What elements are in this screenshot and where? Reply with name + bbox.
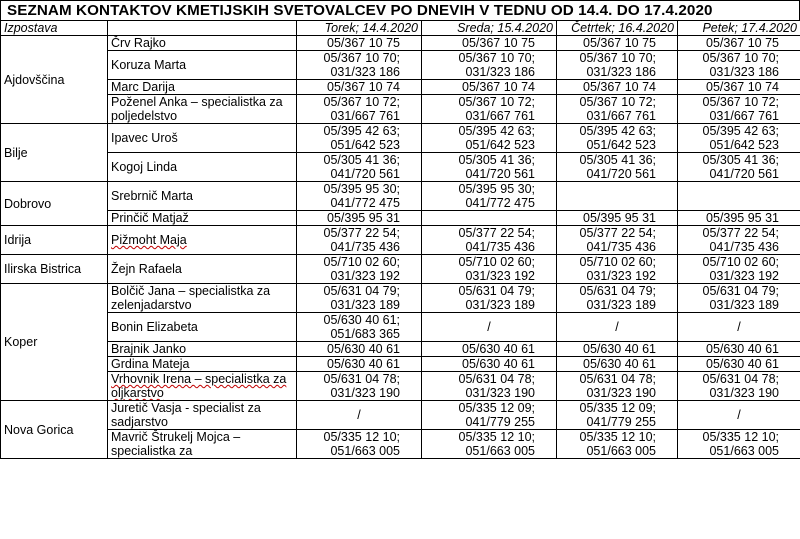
phone-cell-friday: 05/377 22 54; 041/735 436 <box>678 226 800 255</box>
phone-cell-tuesday: 05/305 41 36; 041/720 561 <box>297 153 422 182</box>
advisor-name-juretic-vasja: Juretič Vasja - specialist za sadjarstvo <box>108 401 297 430</box>
branch-cell: Ajdovščina <box>1 36 108 124</box>
advisor-name-marc-darija: Marc Darija <box>108 80 297 95</box>
phone-cell-tuesday: 05/630 40 61; 051/683 365 <box>297 313 422 342</box>
advisor-name-mavric-strukelj-mojca: Mavrič Štrukelj Mojca – specialistka za <box>108 430 297 459</box>
phone-cell-wednesday: 05/631 04 78; 031/323 190 <box>422 372 557 401</box>
advisor-name-crv-rajko: Črv Rajko <box>108 36 297 51</box>
phone-cell-tuesday: 05/367 10 70; 031/323 186 <box>297 51 422 80</box>
phone-cell-friday: 05/367 10 72; 031/667 761 <box>678 95 800 124</box>
table-row <box>1 372 800 401</box>
phone-cell-wednesday: 05/631 04 79; 031/323 189 <box>422 284 557 313</box>
phone-cell-tuesday: 05/631 04 79; 031/323 189 <box>297 284 422 313</box>
phone-cell-friday: 05/631 04 78; 031/323 190 <box>678 372 800 401</box>
phone-cell-wednesday: 05/630 40 61 <box>422 342 557 357</box>
phone-cell-wednesday: 05/710 02 60; 031/323 192 <box>422 255 557 284</box>
phone-cell-friday: 05/395 95 31 <box>678 211 800 226</box>
advisor-name-pozenel-anka: Poženel Anka – specialistka za poljedelstvo <box>108 95 297 124</box>
branch-cell: Nova Gorica <box>1 401 108 459</box>
phone-cell-tuesday: 05/710 02 60; 031/323 192 <box>297 255 422 284</box>
phone-cell-tuesday: 05/395 95 31 <box>297 211 422 226</box>
phone-cell-tuesday: 05/367 10 72; 031/667 761 <box>297 95 422 124</box>
phone-cell-wednesday: 05/367 10 75 <box>422 36 557 51</box>
advisor-name-kogoj-linda: Kogoj Linda <box>108 153 297 182</box>
phone-cell-thursday: 05/377 22 54; 041/735 436 <box>557 226 678 255</box>
phone-cell-wednesday: 05/335 12 09; 041/779 255 <box>422 401 557 430</box>
header-row <box>1 21 800 36</box>
phone-cell-tuesday: 05/367 10 75 <box>297 36 422 51</box>
table-row <box>1 357 800 372</box>
advisor-name-bolcic-jana: Bolčič Jana – specialistka za zelenjadarstvo <box>108 284 297 313</box>
phone-cell-wednesday: 05/395 95 30; 041/772 475 <box>422 182 557 211</box>
phone-cell-thursday: 05/367 10 70; 031/323 186 <box>557 51 678 80</box>
header-name <box>108 21 297 36</box>
table-row <box>1 211 800 226</box>
branch-cell: Bilje <box>1 124 108 182</box>
advisor-name-ipavec-uros: Ipavec Uroš <box>108 124 297 153</box>
table-row <box>1 153 800 182</box>
phone-cell-wednesday <box>422 211 557 226</box>
table-row <box>1 430 800 459</box>
table-row <box>1 226 800 255</box>
advisor-name-bonin-elizabeta: Bonin Elizabeta <box>108 313 297 342</box>
phone-cell-wednesday: 05/335 12 10; 051/663 005 <box>422 430 557 459</box>
header-day-friday: Petek; 17.4.2020 <box>678 21 800 36</box>
phone-cell-thursday: 05/335 12 10; 051/663 005 <box>557 430 678 459</box>
phone-cell-friday: 05/395 42 63; 051/642 523 <box>678 124 800 153</box>
phone-cell-wednesday: 05/367 10 70; 031/323 186 <box>422 51 557 80</box>
phone-cell-wednesday: 05/367 10 72; 031/667 761 <box>422 95 557 124</box>
table-row <box>1 36 800 51</box>
branch-cell: Koper <box>1 284 108 401</box>
page-title: SEZNAM KONTAKTOV KMETIJSKIH SVETOVALCEV PO DNEVIH V TEDNU OD 14.4. DO 17.4.2020 <box>0 0 800 20</box>
phone-cell-thursday: 05/367 10 72; 031/667 761 <box>557 95 678 124</box>
phone-cell-friday: 05/630 40 61 <box>678 342 800 357</box>
table-row <box>1 284 800 313</box>
phone-cell-tuesday: 05/630 40 61 <box>297 342 422 357</box>
phone-cell-friday <box>678 182 800 211</box>
phone-cell-tuesday: 05/631 04 78; 031/323 190 <box>297 372 422 401</box>
phone-cell-friday: 05/630 40 61 <box>678 357 800 372</box>
phone-cell-thursday: 05/631 04 78; 031/323 190 <box>557 372 678 401</box>
phone-cell-thursday: 05/630 40 61 <box>557 342 678 357</box>
advisor-name-text: Vrhovnik Irena – specialistka za oljkarstvo <box>111 372 287 400</box>
phone-cell-wednesday: 05/367 10 74 <box>422 80 557 95</box>
phone-cell-friday: 05/367 10 74 <box>678 80 800 95</box>
phone-cell-thursday: / <box>557 313 678 342</box>
phone-cell-tuesday: 05/630 40 61 <box>297 357 422 372</box>
phone-cell-thursday: 05/631 04 79; 031/323 189 <box>557 284 678 313</box>
phone-cell-tuesday: 05/335 12 10; 051/663 005 <box>297 430 422 459</box>
phone-cell-wednesday: 05/305 41 36; 041/720 561 <box>422 153 557 182</box>
advisor-name-vrhovnik-irena <box>108 372 297 401</box>
phone-cell-friday: 05/710 02 60; 031/323 192 <box>678 255 800 284</box>
table-row <box>1 313 800 342</box>
header-branch: Izpostava <box>1 21 108 36</box>
advisor-name-grdina-mateja: Grdina Mateja <box>108 357 297 372</box>
phone-cell-tuesday: 05/377 22 54; 041/735 436 <box>297 226 422 255</box>
advisor-name-srebrnic-marta: Srebrnič Marta <box>108 182 297 211</box>
phone-cell-friday: / <box>678 313 800 342</box>
phone-cell-thursday: 05/395 95 31 <box>557 211 678 226</box>
branch-cell: Idrija <box>1 226 108 255</box>
phone-cell-friday: / <box>678 401 800 430</box>
phone-cell-friday: 05/305 41 36; 041/720 561 <box>678 153 800 182</box>
branch-cell: Ilirska Bistrica <box>1 255 108 284</box>
advisor-name-zejn-rafaela: Žejn Rafaela <box>108 255 297 284</box>
phone-cell-thursday: 05/367 10 74 <box>557 80 678 95</box>
advisor-name-text: Pižmoht Maja <box>111 233 187 247</box>
table-row <box>1 342 800 357</box>
table-row <box>1 124 800 153</box>
phone-cell-wednesday: 05/395 42 63; 051/642 523 <box>422 124 557 153</box>
table-row <box>1 80 800 95</box>
phone-cell-wednesday: 05/630 40 61 <box>422 357 557 372</box>
phone-cell-tuesday: / <box>297 401 422 430</box>
advisor-name-brajnik-janko: Brajnik Janko <box>108 342 297 357</box>
header-day-wednesday: Sreda; 15.4.2020 <box>422 21 557 36</box>
table-row <box>1 95 800 124</box>
branch-cell: Dobrovo <box>1 182 108 226</box>
table-row <box>1 51 800 80</box>
phone-cell-friday: 05/367 10 75 <box>678 36 800 51</box>
phone-cell-thursday: 05/305 41 36; 041/720 561 <box>557 153 678 182</box>
phone-cell-tuesday: 05/367 10 74 <box>297 80 422 95</box>
phone-cell-wednesday: / <box>422 313 557 342</box>
phone-cell-tuesday: 05/395 42 63; 051/642 523 <box>297 124 422 153</box>
phone-cell-friday: 05/631 04 79; 031/323 189 <box>678 284 800 313</box>
phone-cell-thursday <box>557 182 678 211</box>
phone-cell-wednesday: 05/377 22 54; 041/735 436 <box>422 226 557 255</box>
advisor-name-koruza-marta: Koruza Marta <box>108 51 297 80</box>
advisor-name-pizmoht-maja <box>108 226 297 255</box>
contacts-table <box>0 20 800 459</box>
header-day-thursday: Četrtek; 16.4.2020 <box>557 21 678 36</box>
table-row <box>1 255 800 284</box>
phone-cell-thursday: 05/367 10 75 <box>557 36 678 51</box>
phone-cell-thursday: 05/395 42 63; 051/642 523 <box>557 124 678 153</box>
phone-cell-thursday: 05/335 12 09; 041/779 255 <box>557 401 678 430</box>
phone-cell-thursday: 05/710 02 60; 031/323 192 <box>557 255 678 284</box>
phone-cell-friday: 05/367 10 70; 031/323 186 <box>678 51 800 80</box>
advisor-name-princic-matjaz: Prinčič Matjaž <box>108 211 297 226</box>
header-day-tuesday: Torek; 14.4.2020 <box>297 21 422 36</box>
table-row <box>1 182 800 211</box>
phone-cell-thursday: 05/630 40 61 <box>557 357 678 372</box>
phone-cell-tuesday: 05/395 95 30; 041/772 475 <box>297 182 422 211</box>
phone-cell-friday: 05/335 12 10; 051/663 005 <box>678 430 800 459</box>
table-row <box>1 401 800 430</box>
